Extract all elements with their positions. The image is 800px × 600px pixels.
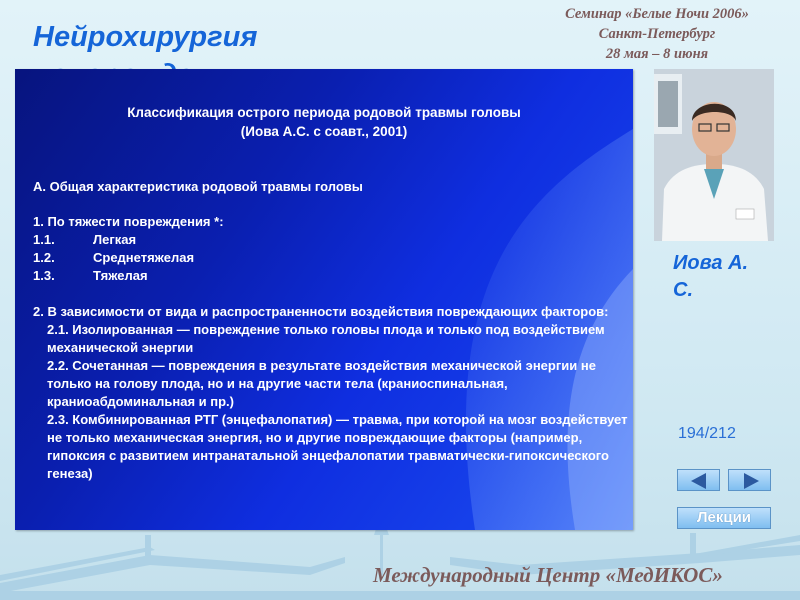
factors-heading: 2. В зависимости от вида и распространенности воздействия повреждающих факторов: <box>33 304 609 319</box>
author-name-line-2: С. <box>673 279 693 301</box>
section-a-heading: А. Общая характеристика родовой травмы головы <box>33 179 363 194</box>
severity-item-number: 1.1. <box>33 232 55 247</box>
slide-title-line-1: Классификация острого периода родовой травмы головы <box>127 105 521 120</box>
slide-body <box>33 178 628 483</box>
seminar-name: Семинар «Белые Ночи 2006» <box>565 6 749 22</box>
factors-item: 2.1. Изолированная — повреждение только головы плода и только под воздействием механической энергии <box>47 322 605 355</box>
lecture-slide <box>15 69 633 530</box>
severity-heading: 1. По тяжести повреждения *: <box>33 214 224 229</box>
next-slide-button[interactable] <box>728 469 771 491</box>
severity-item <box>33 267 628 285</box>
severity-item-label: Легкая <box>93 232 137 247</box>
footer-organization: Международный Центр «МедИКОС» <box>373 563 723 587</box>
severity-item-number: 1.2. <box>33 250 55 265</box>
author-portrait-image <box>654 69 774 241</box>
slide-counter: 194/212 <box>678 425 736 442</box>
severity-item-label: Тяжелая <box>93 268 148 283</box>
author-name <box>673 250 783 304</box>
severity-item <box>33 249 628 267</box>
slide-title-line-2: (Иова А.С. с соавт., 2001) <box>240 124 408 139</box>
arrow-right-icon <box>729 470 772 492</box>
seminar-dates: 28 мая – 8 июня <box>605 46 709 62</box>
arrow-left-icon <box>678 470 721 492</box>
author-name-line-1: Иова А. <box>673 252 749 274</box>
author-photo <box>654 69 774 241</box>
seminar-info <box>542 4 772 64</box>
lectures-button[interactable]: Лекции <box>677 507 771 529</box>
severity-item-label: Среднетяжелая <box>93 250 195 265</box>
severity-item <box>33 231 628 249</box>
page-title <box>33 18 269 66</box>
factors-item: 2.3. Комбинированная РТГ (энцефалопатия) — травма, при которой на мозг воздействует не только механическая энергия, но и другие повреждающие факторы (например, гипоксия с развитием интранатальной энцефалопатии травматически-гипоксического генеза) <box>47 412 628 481</box>
factors-item: 2.2. Сочетанная — повреждения в результате воздействия механической энергии не только на голову плода, но и на другие части тела (краниоспинальная, краниоабдоминальная и пр.) <box>47 358 596 409</box>
slide-title <box>15 103 633 141</box>
prev-slide-button[interactable] <box>677 469 720 491</box>
seminar-city: Санкт-Петербург <box>598 26 716 42</box>
severity-item-number: 1.3. <box>33 268 55 283</box>
title-line-1: Нейрохирургия <box>33 21 258 53</box>
